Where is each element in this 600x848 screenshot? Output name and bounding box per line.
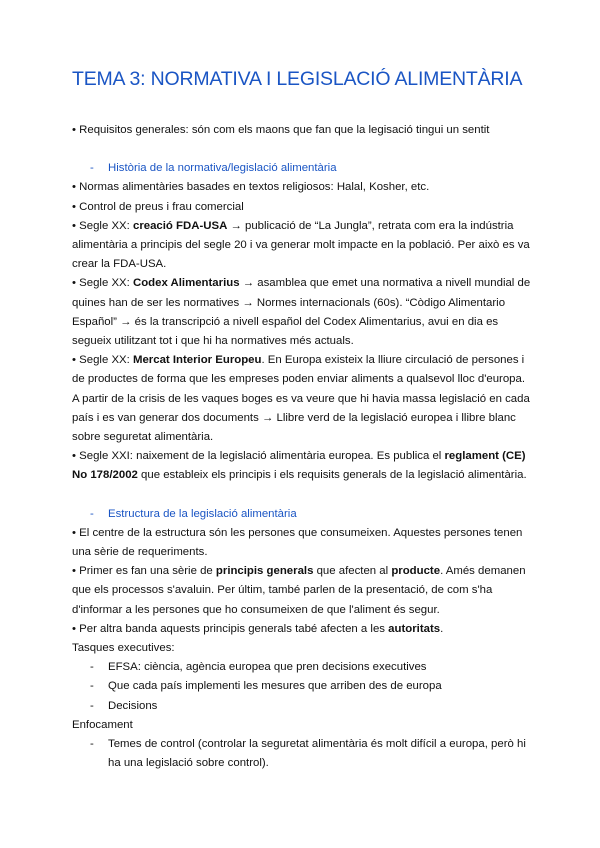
list-item: - Decisions: [90, 699, 158, 712]
history-item: • Control de preus i frau comercial: [72, 200, 244, 213]
history-item: • Segle XX: Mercat Interior Europeu. En Europa existeix la lliure circulació de persones i de productes de forma que les empreses poden enviar aliments a qualsevol lloc d'europa. A partir de la crisis de les vaques boges es va veure que hi havia massa legislació en cada país i es van generar dos documents → Llibre verd de la legislació europea i llibre blanc sobre seguretat alimentària.: [72, 354, 530, 444]
list-item: - Que cada país implementi les mesures que arriben des de europa: [90, 680, 442, 693]
enfocament-label: Enfocament: [72, 718, 133, 731]
history-item: • Segle XX: creació FDA-USA → publicació de “La Jungla”, retrata com era la indústria alimentària a principis del segle 20 i va generar molt impacte en la població. Per això es va crear la FDA-USA.: [72, 219, 530, 271]
tasques-label: Tasques executives:: [72, 642, 175, 655]
section-heading-structure: - Estructura de la legislació alimentària: [90, 507, 297, 520]
history-item: • Normas alimentàries basades en textos religiosos: Halal, Kosher, etc.: [72, 181, 430, 194]
list-item: - Temes de control (controlar la seguretat alimentària és molt difícil a europa, però hi ha una legislació sobre control).: [90, 738, 526, 770]
section-heading-history: - Història de la normativa/legislació alimentària: [90, 162, 337, 175]
structure-item: • Per altra banda aquests principis generals tabé afecten a les autoritats.: [72, 622, 444, 635]
page-title: TEMA 3: NORMATIVA I LEGISLACIÓ ALIMENTÀRIA: [72, 68, 523, 90]
document-page: [72, 68, 532, 774]
history-item: • Segle XXI: naixement de la legislació alimentària europea. Es publica el reglament (CE) No 178/2002 que estableix els principis i els requisits generals de la legislació alimentària.: [72, 450, 527, 482]
history-item: • Segle XX: Codex Alimentarius → asamblea que emet una normativa a nivell mundial de quines han de ser les normatives → Normes internacionals (60s). “Còdigo Alimentario Español” → és la transcripció a nivell español del Codex Alimentarius, avui en dia es segueix utilitzant tot i que hi ha normatives més actuals.: [72, 277, 531, 348]
list-item: - EFSA: ciència, agència europea que pren decisions executives: [90, 661, 427, 674]
structure-item: • El centre de la estructura són les persones que consumeixen. Aquestes persones tenen una sèrie de requeriments.: [72, 526, 523, 559]
intro-paragraph: • Requisitos generales: són com els maons que fan que la legisació tingui un sentit: [72, 124, 490, 136]
structure-item: • Primer es fan una sèrie de principis generals que afecten al producte. Amés demanen que els processos s'avaluin. Per últim, també parlen de la presentació, de com s'ha d'informar a les persones que ho consumeixen de que l'aliment és segur.: [72, 565, 526, 616]
